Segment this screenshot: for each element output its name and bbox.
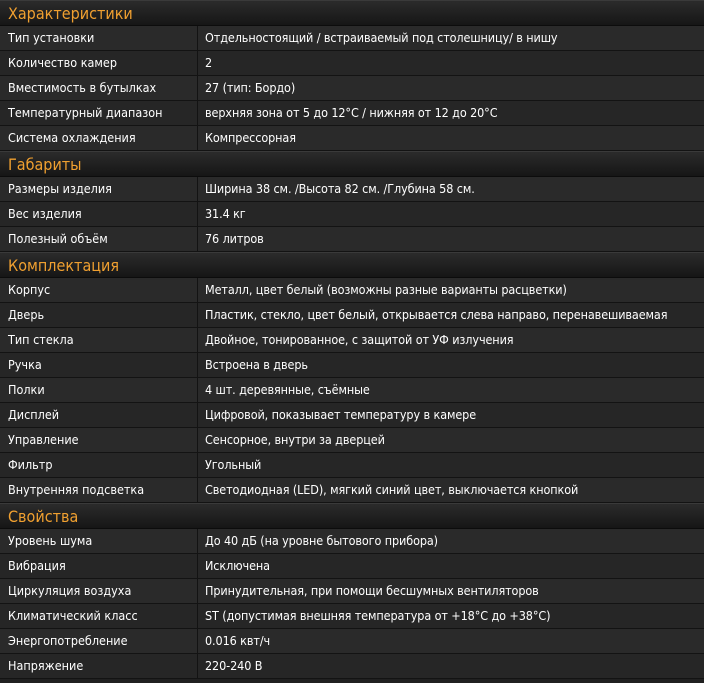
row-value: Двойное, тонированное, с защитой от УФ излучения [205,332,514,347]
row-value: Пластик, стекло, цвет белый, открывается слева направо, перенавешиваемая [205,307,668,322]
table-row [0,202,704,227]
row-value: Встроена в дверь [205,357,308,372]
table-row [0,303,704,328]
row-value: Принудительная, при помощи бесшумных вентиляторов [205,583,539,598]
table-row [0,177,704,202]
row-label: Климатический класс [0,604,198,628]
row-label: Ручка [0,353,198,377]
section-title: Габариты [0,151,704,177]
row-value: 2 [205,55,213,70]
table-row [0,604,704,629]
row-label: Корпус [0,278,198,302]
row-value: Светодиодная (LED), мягкий синий цвет, выключается кнопкой [205,482,579,497]
table-row [0,579,704,604]
row-label: Внутренняя подсветка [0,478,198,502]
table-row [0,529,704,554]
table-row [0,51,704,76]
section-dimensions [0,151,704,252]
section-title: Комплектация [0,252,704,278]
row-label: Система охлаждения [0,126,198,150]
section-title: Характеристики [0,0,704,26]
row-value: Сенсорное, внутри за дверцей [205,432,385,447]
section-characteristics [0,0,704,151]
row-label: Дверь [0,303,198,327]
row-value: верхняя зона от 5 до 12°С / нижняя от 12 до 20°С [205,105,498,120]
row-label: Вибрация [0,554,198,578]
row-value: Компрессорная [205,130,296,145]
row-label: Полезный объём [0,227,198,251]
row-label: Дисплей [0,403,198,427]
table-row [0,101,704,126]
row-label: Вес изделия [0,202,198,226]
section-title: Свойства [0,503,704,529]
row-label: Полки [0,378,198,402]
table-row [0,428,704,453]
section-rows [0,529,704,679]
table-row [0,278,704,303]
table-row [0,554,704,579]
row-label: Фильтр [0,453,198,477]
row-value: Исключена [205,558,270,573]
row-value: ST (допустимая внешняя температура от +18°С до +38°С) [205,608,551,623]
row-label: Тип стекла [0,328,198,352]
table-row [0,378,704,403]
row-value: Металл, цвет белый (возможны разные варианты расцветки) [205,282,567,297]
row-label: Вместимость в бутылках [0,76,198,100]
row-label: Уровень шума [0,529,198,553]
table-row [0,453,704,478]
row-label: Температурный диапазон [0,101,198,125]
row-value: До 40 дБ (на уровне бытового прибора) [205,533,438,548]
row-value: 4 шт. деревянные, съёмные [205,382,370,397]
row-value: 76 литров [205,231,264,246]
row-value: 0.016 квт/ч [205,633,271,648]
section-equipment [0,252,704,503]
table-row [0,227,704,252]
row-value: Отдельностоящий / встраиваемый под столешницу/ в нишу [205,30,558,45]
section-rows [0,26,704,151]
row-label: Количество камер [0,51,198,75]
row-label: Напряжение [0,654,198,678]
row-value: Ширина 38 см. /Высота 82 см. /Глубина 58 см. [205,181,475,196]
row-label: Размеры изделия [0,177,198,201]
section-rows [0,278,704,503]
table-row [0,654,704,679]
row-label: Циркуляция воздуха [0,579,198,603]
row-label: Энергопотребление [0,629,198,653]
row-label: Тип установки [0,26,198,50]
row-label: Управление [0,428,198,452]
section-rows [0,177,704,252]
table-row [0,478,704,503]
table-row [0,629,704,654]
section-properties [0,503,704,679]
table-row [0,353,704,378]
row-value: Угольный [205,457,262,472]
row-value: 31.4 кг [205,206,246,221]
row-value: 220-240 В [205,658,263,673]
table-row [0,126,704,151]
row-value: 27 (тип: Бордо) [205,80,296,95]
table-row [0,328,704,353]
row-value: Цифровой, показывает температуру в камере [205,407,477,422]
table-row [0,26,704,51]
table-row [0,76,704,101]
table-row [0,403,704,428]
